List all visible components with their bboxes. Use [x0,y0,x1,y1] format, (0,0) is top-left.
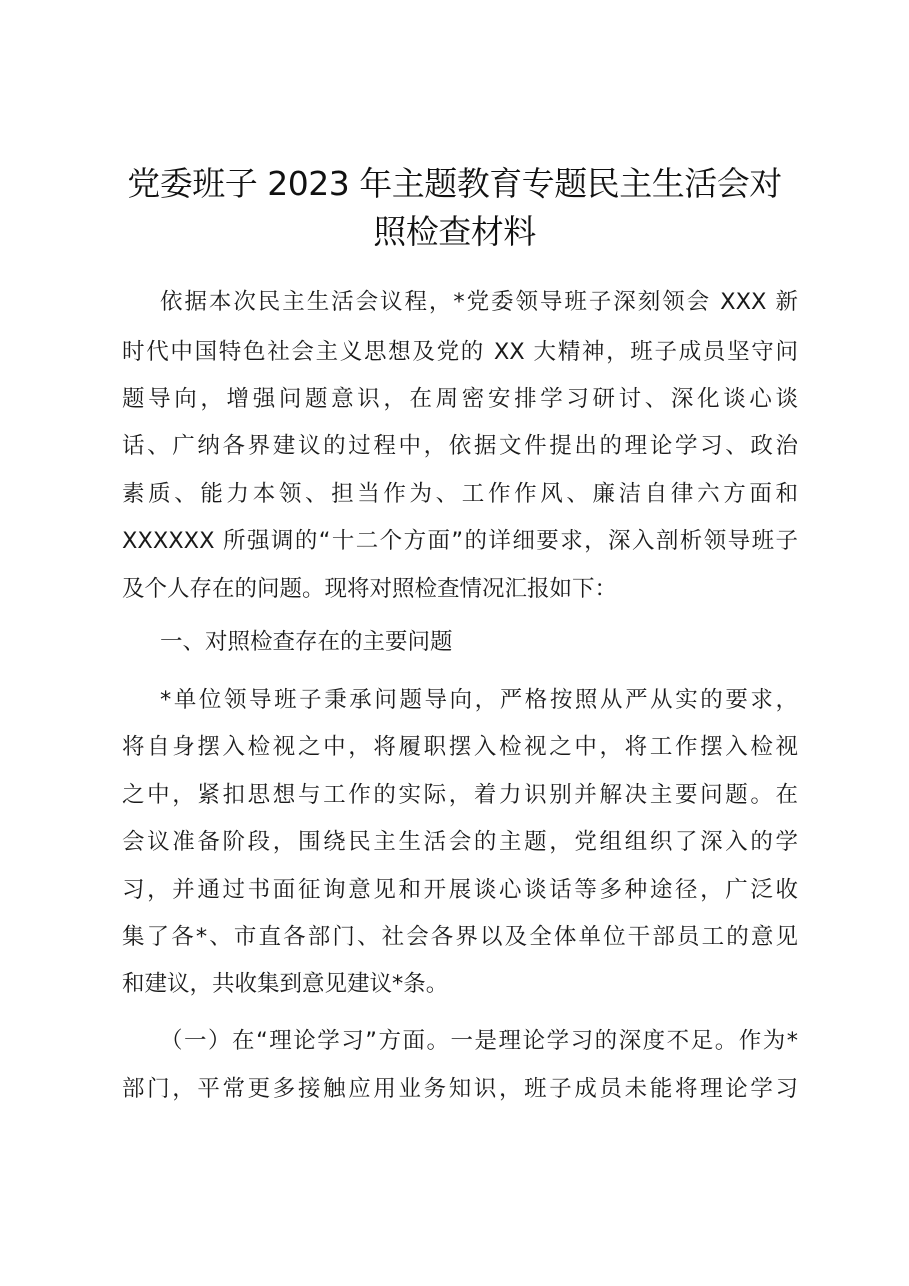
paragraph-2-line: *单位领导班子秉承问题导向，严格按照从严从实的要求， [160,687,798,713]
paragraph-3-line: 部门，平常更多接触应用业务知识，班子成员未能将理论学习 [122,1076,798,1102]
paragraph-2-line: 将自身摆入检视之中，将履职摆入检视之中，将工作摆入检视 [122,734,798,760]
section-heading: 一、对照检查存在的主要问题 [160,629,453,655]
paragraph-1-line: 素质、能力本领、担当作为、工作作风、廉洁自律六方面和 [122,481,798,507]
paragraph-1-line: XXXXXX 所强调的“十二个方面”的详细要求，深入剖析领导班子 [122,528,798,554]
paragraph-2-line: 之中，紧扣思想与工作的实际，着力识别并解决主要问题。在 [122,782,798,808]
document-title-line-2: 照检查材料 [373,212,536,251]
paragraph-1-line: 及个人存在的问题。现将对照检查情况汇报如下： [122,576,618,602]
paragraph-3-line: （一）在“理论学习”方面。一是理论学习的深度不足。作为* [160,1028,798,1054]
paragraph-1-line: 时代中国特色社会主义思想及党的 XX 大精神，班子成员坚守问 [122,339,798,365]
paragraph-1-line: 话、广纳各界建议的过程中，依据文件提出的理论学习、政治 [122,433,798,459]
paragraph-2-line: 习，并通过书面征询意见和开展谈心谈话等多种途径，广泛收 [122,877,798,903]
paragraph-2-line: 集了各*、市直各部门、社会各界以及全体单位干部员工的意见 [122,924,798,950]
paragraph-1-line: 题导向，增强问题意识，在周密安排学习研讨、深化谈心谈 [122,386,798,412]
paragraph-2-line: 和建议，共收集到意见建议*条。 [122,971,449,997]
document-title-line-1: 党委班子 2023 年主题教育专题民主生活会对 [127,164,782,203]
paragraph-1-line: 依据本次民主生活会议程，*党委领导班子深刻领会 XXX 新 [160,289,798,315]
paragraph-2-line: 会议准备阶段，围绕民主生活会的主题，党组组织了深入的学 [122,829,798,855]
